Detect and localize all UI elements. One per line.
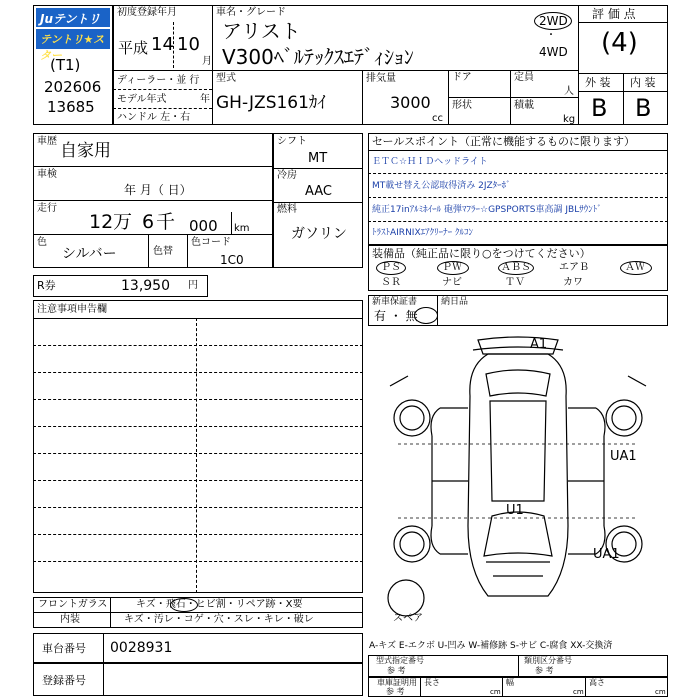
door-label: ドア (452, 72, 472, 83)
car-damage-diagram (368, 326, 668, 626)
fuel-label: 燃料 (277, 204, 297, 215)
equip-tv: ＴＶ (505, 277, 525, 288)
history-value: 自家用 (60, 141, 111, 161)
equip-abs: ＡＢＳ (501, 262, 531, 273)
garage-cert-label: 車庫証明用 (377, 678, 417, 687)
damage-u1: U1 (506, 503, 524, 518)
lot-number-2: 13685 (47, 98, 95, 116)
logo-line2: テントリ★スター (36, 29, 110, 49)
load-unit: kg (563, 114, 576, 125)
shift-label: シフト (277, 136, 307, 147)
exterior-label: 外 装 (585, 76, 611, 89)
equip-sr: ＳＲ (381, 277, 401, 288)
lot-number-1: 202606 (44, 78, 102, 96)
garage-cert-ref: 参 考 (386, 687, 405, 696)
reg-month-unit: 月 (202, 56, 212, 67)
sales-label: セールスポイント（正常に機能するものに限ります） (372, 135, 636, 148)
sales-line-1: ＥＴＣ☆ＨＩＤヘッドライト (372, 157, 488, 167)
chassis-value: 0028931 (110, 640, 173, 656)
class-cert-ref: 参 考 (535, 666, 554, 675)
equip-navi: ナビ (442, 277, 462, 288)
spare-label: スペア (393, 613, 423, 624)
delivery-label: 納日品 (441, 297, 469, 307)
displacement-unit: cc (432, 113, 443, 124)
warranty-value: 有 ・ 無 (374, 309, 418, 323)
exterior-grade: B (591, 94, 608, 122)
color-value: シルバー (62, 246, 117, 262)
mileage-unit: km (234, 223, 250, 234)
inspection-date: 年 月（ 日） (124, 183, 192, 197)
damage-ua1-top: UA1 (610, 449, 637, 464)
equipment-label: 装備品（純正品に限り○をつけてください） (372, 247, 591, 260)
type-cert-label: 型式指定番号 (376, 656, 424, 665)
sales-line-4: ﾄﾗｽﾄAIRNIXｴｱｸﾘｰﾅｰ ｸﾙｺﾝ (372, 228, 473, 238)
mileage-rest: 000 (189, 217, 218, 235)
color-change-label: 色替 (153, 246, 173, 257)
inspection-label: 車検 (37, 169, 57, 180)
notes-frame (33, 300, 363, 593)
equip-pw: ＰＷ (442, 262, 462, 273)
recycle-value: 13,950 (121, 278, 170, 294)
equip-aw: ＡＷ (625, 262, 645, 273)
ac-label: 冷房 (277, 170, 297, 181)
dealer-label: ディーラー・並 行 (117, 75, 200, 86)
ac-value: AAC (305, 184, 332, 199)
rating-label: 評 価 点 (592, 7, 636, 21)
shape-label: 形状 (452, 100, 472, 111)
glass-label: フロントガラス (38, 599, 108, 610)
chassis-label: 車台番号 (42, 642, 86, 655)
model-year-label: モデル年式 (117, 94, 167, 105)
logo-line1: Juテントリ (36, 8, 110, 27)
drive-4wd: 4WD (539, 45, 568, 59)
equip-leather: カワ (563, 277, 583, 288)
capacity-unit: 人 (564, 86, 574, 97)
reg-label: 初度登録年月 (117, 7, 177, 18)
history-label: 車歴 (37, 136, 57, 147)
notes-label: 注意事項申告欄 (37, 304, 107, 315)
equip-ps: ＰＳ (381, 262, 401, 273)
displacement-value: 3000 (390, 93, 431, 112)
load-label: 積載 (514, 100, 534, 111)
model-year-unit: 年 (200, 94, 210, 105)
damage-a1: A1 (530, 337, 548, 352)
interior-grade: B (635, 94, 652, 122)
displacement-label: 排気量 (366, 73, 396, 84)
width-label: 幅 (506, 678, 514, 687)
interior-label: 内 装 (630, 76, 656, 89)
registration-label: 登録番号 (42, 674, 86, 687)
damage-ua1-bottom: UA1 (593, 547, 620, 562)
reg-year: 14 (151, 34, 174, 55)
color-code: 1C0 (220, 253, 244, 267)
glass-chip-circle (170, 598, 198, 612)
reg-era: 平成 (118, 39, 149, 57)
height-label: 高さ (589, 678, 605, 687)
handle-label: ハンドル 左・右 (117, 112, 191, 123)
mileage-sen: 6 (142, 211, 155, 233)
mileage-man-unit: 万 (113, 211, 133, 233)
interior-label-row: 内装 (60, 614, 80, 625)
warranty-none-circle (414, 307, 438, 324)
sales-line-3: 純正17inｱﾙﾐﾎｲｰﾙ 砲弾ﾏﾌﾗｰ☆GPSPORTS車高調 JBLｻｳﾝﾄﾞ (372, 205, 602, 215)
glass-options: キズ・飛石・ヒビ割・リペア跡・X要 (136, 599, 303, 610)
drive-dot: ・ (546, 30, 556, 41)
lane-code: (T1) (50, 56, 81, 74)
mileage-sen-unit: 千 (156, 211, 176, 233)
fuel-value: ガソリン (291, 226, 347, 242)
class-cert-label: 類別区分番号 (524, 656, 572, 665)
damage-legend: A-キズ E-エクボ U-凹み W-補修跡 S-サビ C-腐食 XX-交換済 (369, 641, 613, 651)
type-value: GH-JZS161ｶｲ (216, 93, 326, 113)
car-model: アリスト (222, 19, 301, 43)
color-label: 色 (37, 237, 47, 248)
interior-options: キズ・汚レ・コゲ・穴・スレ・キレ・破レ (124, 614, 314, 625)
shift-value: MT (308, 151, 328, 166)
mileage-label: 走行 (37, 203, 57, 214)
auction-logo (36, 8, 110, 62)
car-name-label: 車名・グレード (216, 7, 286, 18)
type-cert-ref: 参 考 (387, 666, 406, 675)
type-label: 型式 (216, 73, 236, 84)
length-label: 長さ (424, 678, 440, 687)
length-unit: cm (490, 688, 501, 696)
color-code-label: 色コード (191, 237, 231, 248)
sales-line-2: MT載せ替え公認取得済み 2JZﾀｰﾎﾞ (372, 181, 511, 191)
width-unit: cm (573, 688, 584, 696)
equip-airbag: エアＢ (559, 262, 589, 273)
recycle-unit: 円 (188, 280, 198, 291)
recycle-label: R券 (37, 279, 56, 292)
car-grade: V300ﾍﾞﾙﾃｯｸｽｴﾃﾞｨｼｮﾝ (222, 45, 414, 69)
warranty-label: 新車保証書 (372, 297, 418, 307)
reg-month: 10 (177, 34, 200, 55)
capacity-label: 定員 (514, 72, 534, 83)
height-unit: cm (655, 688, 666, 696)
mileage-man: 12 (89, 211, 114, 233)
rating-score: (4) (601, 28, 638, 58)
drive-2wd: 2WD (539, 14, 568, 28)
